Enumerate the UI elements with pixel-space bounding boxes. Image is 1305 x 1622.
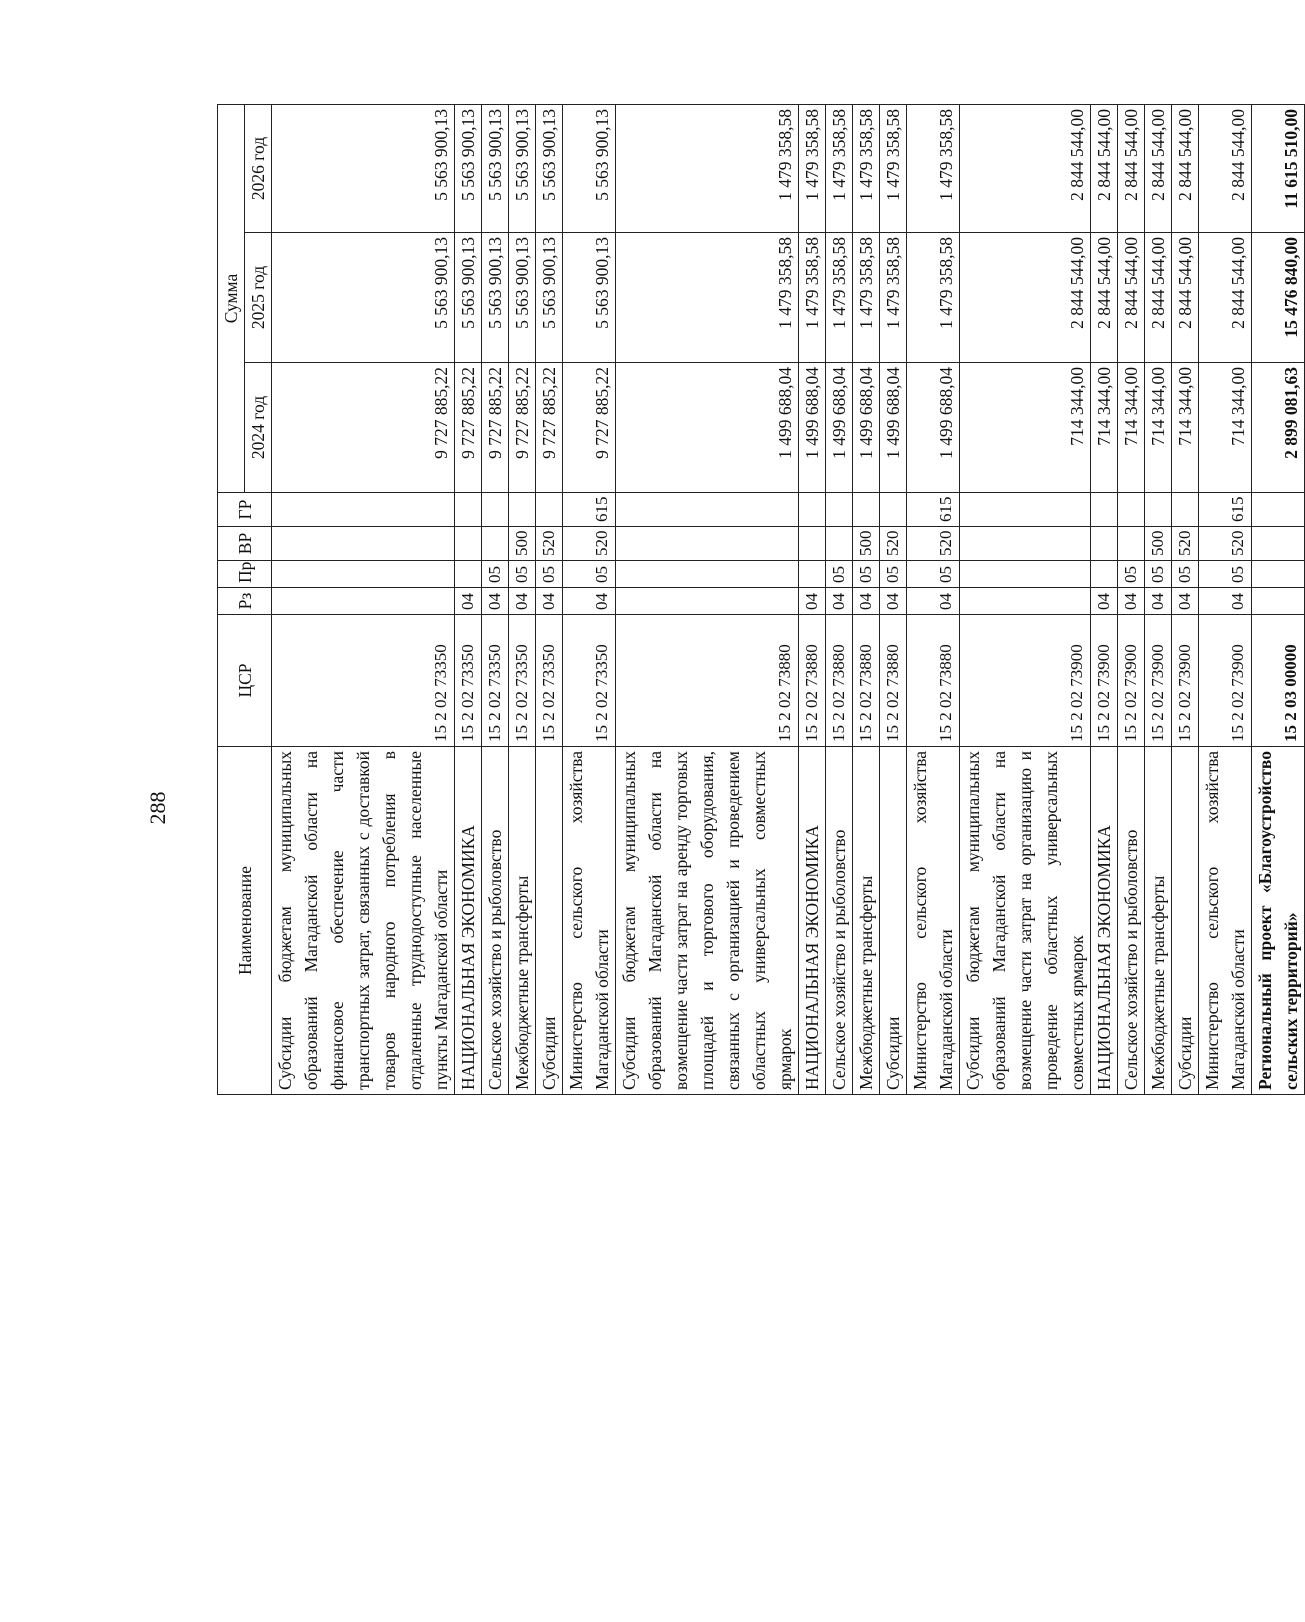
cell-name: Сельское хозяйство и рыболовство [826, 747, 853, 1095]
cell-y2026: 1 479 358,58 [826, 104, 853, 232]
cell-csr: 15 2 02 73350 [482, 615, 509, 747]
cell-y2024: 9 727 885,22 [536, 363, 563, 493]
cell-y2025: 2 844 544,00 [1172, 233, 1199, 363]
table-row [1252, 104, 1305, 1094]
cell-name: Сельское хозяйство и рыболовство [482, 747, 509, 1095]
cell-vr [1118, 527, 1145, 561]
cell-gr [799, 493, 826, 527]
table-row [272, 104, 455, 1094]
cell-gr [509, 493, 536, 527]
cell-y2026: 1 479 358,58 [880, 104, 907, 232]
cell-pr: 05 [563, 561, 616, 588]
cell-y2025: 1 479 358,58 [880, 233, 907, 363]
cell-y2024: 1 499 688,04 [799, 363, 826, 493]
cell-y2024: 1 499 688,04 [880, 363, 907, 493]
cell-gr [1118, 493, 1145, 527]
cell-y2024: 9 727 885,22 [482, 363, 509, 493]
cell-y2025: 5 563 900,13 [455, 233, 482, 363]
cell-y2026: 2 844 544,00 [1145, 104, 1172, 232]
cell-y2025: 2 844 544,00 [1091, 233, 1118, 363]
cell-y2026: 5 563 900,13 [272, 104, 455, 232]
cell-y2024: 714 344,00 [1091, 363, 1118, 493]
cell-csr: 15 2 02 73900 [960, 615, 1091, 747]
cell-y2026: 5 563 900,13 [482, 104, 509, 232]
cell-vr [482, 527, 509, 561]
cell-vr: 520 [880, 527, 907, 561]
cell-rz: 04 [563, 588, 616, 615]
cell-rz: 04 [799, 588, 826, 615]
cell-gr [1091, 493, 1118, 527]
cell-rz [1252, 588, 1305, 615]
cell-name: Межбюджетные трансферты [509, 747, 536, 1095]
cell-pr: 05 [1145, 561, 1172, 588]
cell-rz: 04 [455, 588, 482, 615]
cell-y2026: 1 479 358,58 [853, 104, 880, 232]
cell-csr: 15 2 02 73350 [272, 615, 455, 747]
cell-y2025: 2 844 544,00 [960, 233, 1091, 363]
cell-csr: 15 2 02 73900 [1199, 615, 1252, 747]
cell-csr: 15 2 02 73900 [1091, 615, 1118, 747]
cell-vr [799, 527, 826, 561]
cell-vr [1252, 527, 1305, 561]
cell-vr: 500 [509, 527, 536, 561]
table-row [1199, 104, 1252, 1094]
budget-table [217, 104, 1305, 1095]
cell-name: Субсидии [536, 747, 563, 1095]
cell-y2026: 1 479 358,58 [616, 104, 799, 232]
cell-pr: 05 [907, 561, 960, 588]
cell-pr: 05 [536, 561, 563, 588]
rotated-page-content [217, 105, 1301, 1095]
cell-pr [799, 561, 826, 588]
cell-y2024: 1 499 688,04 [826, 363, 853, 493]
cell-gr [455, 493, 482, 527]
header-name: Наименование [218, 747, 272, 1095]
cell-y2024: 1 499 688,04 [907, 363, 960, 493]
cell-vr: 500 [1145, 527, 1172, 561]
header-2026: 2026 год [245, 104, 272, 232]
header-gr: ГР [218, 493, 272, 527]
cell-y2025: 5 563 900,13 [272, 233, 455, 363]
table-row [1118, 104, 1145, 1094]
cell-csr: 15 2 02 73880 [826, 615, 853, 747]
cell-y2024: 1 499 688,04 [853, 363, 880, 493]
cell-vr: 500 [853, 527, 880, 561]
table-row [509, 104, 536, 1094]
cell-y2025: 5 563 900,13 [536, 233, 563, 363]
cell-gr [826, 493, 853, 527]
table-row [455, 104, 482, 1094]
cell-name: Министерство сельского хозяйства Магаданской области [1199, 747, 1252, 1095]
table-header-row [218, 104, 245, 1094]
cell-y2026: 11 615 510,00 [1252, 104, 1305, 232]
cell-csr: 15 2 02 73350 [536, 615, 563, 747]
cell-vr: 520 [907, 527, 960, 561]
cell-y2026: 2 844 544,00 [1091, 104, 1118, 232]
cell-pr: 05 [509, 561, 536, 588]
table-row [799, 104, 826, 1094]
cell-y2025: 1 479 358,58 [907, 233, 960, 363]
cell-y2026: 2 844 544,00 [1199, 104, 1252, 232]
cell-gr [960, 493, 1091, 527]
cell-rz: 04 [1172, 588, 1199, 615]
cell-rz: 04 [1199, 588, 1252, 615]
cell-vr [455, 527, 482, 561]
cell-pr [960, 561, 1091, 588]
cell-vr [1091, 527, 1118, 561]
cell-y2025: 15 476 840,00 [1252, 233, 1305, 363]
cell-pr [616, 561, 799, 588]
table-row [1172, 104, 1199, 1094]
cell-vr [826, 527, 853, 561]
cell-y2026: 5 563 900,13 [563, 104, 616, 232]
cell-rz [960, 588, 1091, 615]
cell-gr [853, 493, 880, 527]
cell-y2026: 5 563 900,13 [455, 104, 482, 232]
cell-y2026: 1 479 358,58 [799, 104, 826, 232]
table-row [1145, 104, 1172, 1094]
cell-gr: 615 [1199, 493, 1252, 527]
cell-rz: 04 [1091, 588, 1118, 615]
cell-y2025: 5 563 900,13 [509, 233, 536, 363]
table-row [880, 104, 907, 1094]
table-row [907, 104, 960, 1094]
header-sum: Сумма [218, 104, 245, 492]
cell-name: Субсидии [1172, 747, 1199, 1095]
header-2024: 2024 год [245, 363, 272, 493]
cell-y2026: 5 563 900,13 [536, 104, 563, 232]
page-number: 288 [145, 791, 170, 825]
cell-y2026: 2 844 544,00 [1172, 104, 1199, 232]
cell-vr [272, 527, 455, 561]
cell-y2025: 5 563 900,13 [482, 233, 509, 363]
cell-y2025: 5 563 900,13 [563, 233, 616, 363]
table-body [272, 104, 1305, 1094]
cell-y2024: 714 344,00 [1199, 363, 1252, 493]
cell-csr: 15 2 02 73900 [1145, 615, 1172, 747]
cell-y2025: 1 479 358,58 [616, 233, 799, 363]
cell-name: НАЦИОНАЛЬНАЯ ЭКОНОМИКА [799, 747, 826, 1095]
header-csr: ЦСР [218, 615, 272, 747]
cell-pr: 05 [1118, 561, 1145, 588]
cell-rz: 04 [509, 588, 536, 615]
cell-csr: 15 2 02 73880 [799, 615, 826, 747]
cell-name: НАЦИОНАЛЬНАЯ ЭКОНОМИКА [1091, 747, 1118, 1095]
table-row [536, 104, 563, 1094]
cell-vr: 520 [1199, 527, 1252, 561]
cell-y2024: 714 344,00 [1118, 363, 1145, 493]
header-vr: ВР [218, 527, 272, 561]
cell-pr: 05 [1172, 561, 1199, 588]
cell-y2024: 714 344,00 [1145, 363, 1172, 493]
cell-y2024: 9 727 885,22 [509, 363, 536, 493]
cell-gr [1252, 493, 1305, 527]
cell-gr [272, 493, 455, 527]
cell-y2025: 2 844 544,00 [1199, 233, 1252, 363]
table-row [1091, 104, 1118, 1094]
cell-rz: 04 [536, 588, 563, 615]
cell-name: Региональный проект «Благоустройство сельских территорий» [1252, 747, 1305, 1095]
cell-rz [272, 588, 455, 615]
cell-gr [1145, 493, 1172, 527]
table-row [960, 104, 1091, 1094]
cell-y2025: 1 479 358,58 [826, 233, 853, 363]
cell-y2025: 2 844 544,00 [1145, 233, 1172, 363]
cell-name: Министерство сельского хозяйства Магаданской области [563, 747, 616, 1095]
table-row [616, 104, 799, 1094]
cell-pr [1252, 561, 1305, 588]
cell-y2024: 714 344,00 [1172, 363, 1199, 493]
cell-pr: 05 [853, 561, 880, 588]
cell-gr [482, 493, 509, 527]
cell-rz: 04 [482, 588, 509, 615]
cell-y2025: 1 479 358,58 [853, 233, 880, 363]
cell-rz: 04 [1118, 588, 1145, 615]
cell-rz: 04 [853, 588, 880, 615]
cell-rz: 04 [907, 588, 960, 615]
header-2025: 2025 год [245, 233, 272, 363]
cell-csr: 15 2 02 73880 [616, 615, 799, 747]
cell-rz: 04 [880, 588, 907, 615]
cell-y2025: 1 479 358,58 [799, 233, 826, 363]
cell-vr [960, 527, 1091, 561]
table-row [482, 104, 509, 1094]
cell-csr: 15 2 02 73900 [1118, 615, 1145, 747]
cell-name: Сельское хозяйство и рыболовство [1118, 747, 1145, 1095]
cell-csr: 15 2 02 73350 [563, 615, 616, 747]
cell-name: Субсидии [880, 747, 907, 1095]
cell-pr [455, 561, 482, 588]
cell-y2026: 5 563 900,13 [509, 104, 536, 232]
cell-gr [536, 493, 563, 527]
cell-gr [880, 493, 907, 527]
table-row [853, 104, 880, 1094]
cell-pr [1091, 561, 1118, 588]
cell-pr: 05 [482, 561, 509, 588]
cell-pr: 05 [880, 561, 907, 588]
cell-name: Министерство сельского хозяйства Магаданской области [907, 747, 960, 1095]
cell-name: Межбюджетные трансферты [1145, 747, 1172, 1095]
cell-csr: 15 2 02 73880 [880, 615, 907, 747]
cell-name: Субсидии бюджетам муниципальных образований Магаданской области на возмещение части затрат на организацию и проведение областных универсальных совместных ярмарок [960, 747, 1091, 1095]
cell-y2024: 1 499 688,04 [616, 363, 799, 493]
cell-y2026: 1 479 358,58 [907, 104, 960, 232]
cell-name: Субсидии бюджетам муниципальных образований Магаданской области на возмещение части затрат на аренду торговых площадей и торгового оборудования, связанных с организацией и проведением областных универсальных совместных ярмарок [616, 747, 799, 1095]
cell-vr [616, 527, 799, 561]
cell-y2025: 2 844 544,00 [1118, 233, 1145, 363]
cell-csr: 15 2 02 73900 [1172, 615, 1199, 747]
cell-y2024: 2 899 081,63 [1252, 363, 1305, 493]
cell-gr [1172, 493, 1199, 527]
cell-name: Межбюджетные трансферты [853, 747, 880, 1095]
cell-y2026: 2 844 544,00 [1118, 104, 1145, 232]
cell-y2026: 2 844 544,00 [960, 104, 1091, 232]
cell-gr [616, 493, 799, 527]
cell-rz: 04 [1145, 588, 1172, 615]
header-rz: Рз [218, 588, 272, 615]
cell-vr: 520 [1172, 527, 1199, 561]
cell-csr: 15 2 02 73350 [509, 615, 536, 747]
cell-csr: 15 2 02 73880 [907, 615, 960, 747]
table-row [563, 104, 616, 1094]
cell-name: Субсидии бюджетам муниципальных образований Магаданской области на финансовое обеспечение части транспортных затрат, связанных с доставкой товаров народного потребления в отдаленные труднодоступные населенные пункты Магаданской области [272, 747, 455, 1095]
cell-csr: 15 2 03 00000 [1252, 615, 1305, 747]
cell-y2024: 9 727 885,22 [563, 363, 616, 493]
header-pr: Пр [218, 561, 272, 588]
cell-vr: 520 [536, 527, 563, 561]
cell-gr: 615 [907, 493, 960, 527]
cell-y2024: 714 344,00 [960, 363, 1091, 493]
table-row [826, 104, 853, 1094]
cell-pr: 05 [1199, 561, 1252, 588]
cell-csr: 15 2 02 73350 [455, 615, 482, 747]
cell-y2024: 9 727 885,22 [455, 363, 482, 493]
cell-rz: 04 [826, 588, 853, 615]
cell-name: НАЦИОНАЛЬНАЯ ЭКОНОМИКА [455, 747, 482, 1095]
cell-pr: 05 [826, 561, 853, 588]
cell-vr: 520 [563, 527, 616, 561]
cell-gr: 615 [563, 493, 616, 527]
cell-y2024: 9 727 885,22 [272, 363, 455, 493]
cell-rz [616, 588, 799, 615]
cell-csr: 15 2 02 73880 [853, 615, 880, 747]
cell-pr [272, 561, 455, 588]
